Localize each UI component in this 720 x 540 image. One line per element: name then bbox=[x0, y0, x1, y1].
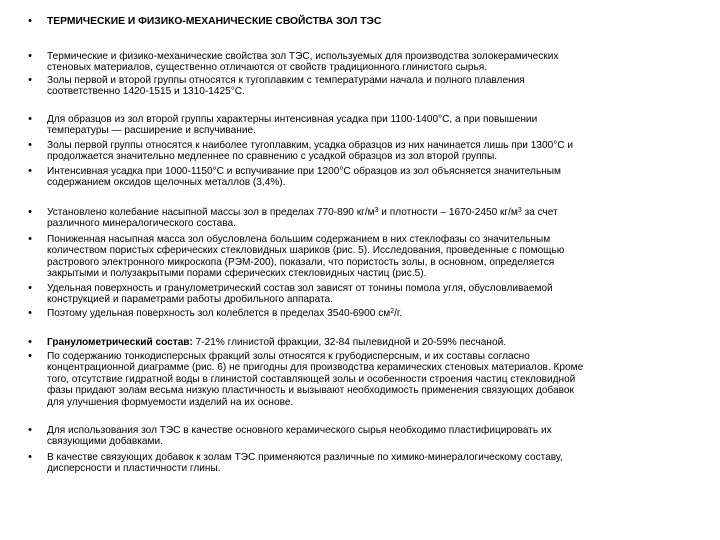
paragraph-text bbox=[47, 75, 692, 98]
bullet: • bbox=[28, 424, 32, 436]
text-segment: Установлено колебание насыпной массы зол в пределах 770-890 кг/м bbox=[47, 207, 375, 218]
text-line: температуры — расширение и вспучивание. bbox=[47, 125, 256, 137]
paragraph-text bbox=[47, 207, 692, 230]
text-line: концентрационной диаграмме (рис. 6) не пригодны для производства керамических стеновых материалов. Кроме bbox=[47, 362, 584, 374]
text-line: В качестве связующих добавок к золам ТЭС применяются различные по химико-минералогическому составу, bbox=[47, 452, 563, 463]
text-line: продолжается значительно медленнее по сравнению с усадкой образцов из зол второй группы. bbox=[47, 151, 498, 163]
paragraph-text bbox=[47, 234, 692, 280]
paragraph-text bbox=[47, 351, 692, 408]
text-line: растрового электронного микроскопа (РЭМ-200), показали, что пористость золы, в основном, определяется bbox=[47, 256, 555, 268]
text-line: Золы первой группы относятся к наиболее тугоплавким, усадка образцов из них начинается лишь при 1300°С и bbox=[47, 140, 573, 151]
paragraph-text bbox=[47, 140, 692, 163]
bullet: • bbox=[28, 165, 32, 177]
bullet: • bbox=[28, 15, 32, 27]
text-segment: /г. bbox=[394, 308, 403, 319]
text-line: различного минералогического состава. bbox=[47, 218, 236, 230]
bullet: • bbox=[28, 206, 32, 218]
text-line bbox=[47, 308, 692, 319]
text-segment: 7-21% глинистой фракции, 32-84 пылевидной и 20-59% песчаной. bbox=[192, 337, 507, 348]
text-line: Интенсивная усадка при 1000-1150°С и вспучивание при 1200°С образцов из зол объясняется значительным bbox=[47, 166, 561, 177]
bullet: • bbox=[28, 50, 32, 62]
text-line: содержанием оксидов щелочных металлов (3,4%). bbox=[47, 177, 286, 189]
paragraph-text bbox=[47, 308, 692, 319]
superscript: 3 bbox=[517, 207, 522, 214]
paragraph-text bbox=[47, 114, 692, 137]
bullet: • bbox=[28, 74, 32, 86]
text-line: Удельная поверхность и гранулометрический состав зол зависят от тонины помола угля, обусловливаемой bbox=[47, 283, 553, 294]
text-line: Термические и физико-механические свойства зол ТЭС, используемых для производства золокерамических bbox=[47, 51, 559, 62]
bullet: • bbox=[28, 336, 32, 348]
bullet: • bbox=[28, 350, 32, 362]
text-line bbox=[47, 337, 692, 348]
text-line bbox=[47, 207, 692, 218]
paragraph-text bbox=[47, 283, 692, 306]
page-title: ТЕРМИЧЕСКИЕ И ФИЗИКО-МЕХАНИЧЕСКИЕ СВОЙСТВА ЗОЛ ТЭС bbox=[47, 16, 382, 27]
text-line: фазы придают золам весьма низкую пластичность и вызывают необходимость применения связующих добавок bbox=[47, 385, 574, 397]
bullet: • bbox=[28, 451, 32, 463]
text-line: дисперсности и пластичности глины. bbox=[47, 463, 221, 475]
superscript: 3 bbox=[374, 207, 379, 214]
superscript: 2 bbox=[390, 308, 395, 315]
bullet: • bbox=[28, 233, 32, 245]
paragraph-text bbox=[47, 452, 692, 475]
text-segment: и плотности – 1670-2450 кг/м bbox=[378, 207, 518, 218]
bullet: • bbox=[28, 307, 32, 319]
text-line: Для использования зол ТЭС в качестве основного керамического сырья необходимо пластифицировать их bbox=[47, 425, 552, 436]
bullet: • bbox=[28, 282, 32, 294]
text-line: По содержанию тонкодисперсных фракций золы относятся к грубодисперсным, и их составы согласно bbox=[47, 351, 530, 362]
paragraph-text bbox=[47, 51, 692, 74]
text-line: для улучшения формуемости изделий на их основе. bbox=[47, 396, 294, 408]
text-line: Для образцов из зол второй группы характерны интенсивная усадка при 1100-1400°С, а при повышении bbox=[47, 114, 538, 125]
text-line: Золы первой и второй группы относятся к тугоплавким с температурами начала и полного плавления bbox=[47, 75, 525, 86]
text-line: того, отсутствие гидратной воды в глинистой составляющей золы и особенности строения частиц стекловидной bbox=[47, 373, 576, 385]
bold-label: Гранулометрический состав: bbox=[47, 337, 193, 348]
text-line: стеновых материалов, существенно отличаются от свойств традиционного глинистого сырья. bbox=[47, 62, 488, 74]
paragraph-text bbox=[47, 166, 692, 189]
text-line: соответственно 1420-1515 и 1310-1425°С. bbox=[47, 86, 245, 98]
text-line: Пониженная насыпная масса зол обусловлена большим содержанием в них стеклофазы со значительным bbox=[47, 234, 551, 245]
paragraph-text bbox=[47, 425, 692, 448]
text-line: конструкцией и параметрами работы дробильного аппарата. bbox=[47, 294, 333, 306]
bullet: • bbox=[28, 113, 32, 125]
text-line: связующими добавками. bbox=[47, 436, 163, 448]
text-line: закрытыми и полузакрытыми порами сферических стекловидных частиц (рис.5). bbox=[47, 268, 427, 280]
text-segment: Поэтому удельная поверхность зол колеблется в пределах 3540-6900 см bbox=[47, 308, 391, 319]
text-segment: за счет bbox=[521, 207, 558, 218]
paragraph-text bbox=[47, 337, 692, 348]
text-line: количеством пористых сферических стекловидных шариков (рис. 5). Исследования, проведенные с помощью bbox=[47, 245, 565, 257]
bullet: • bbox=[28, 139, 32, 151]
